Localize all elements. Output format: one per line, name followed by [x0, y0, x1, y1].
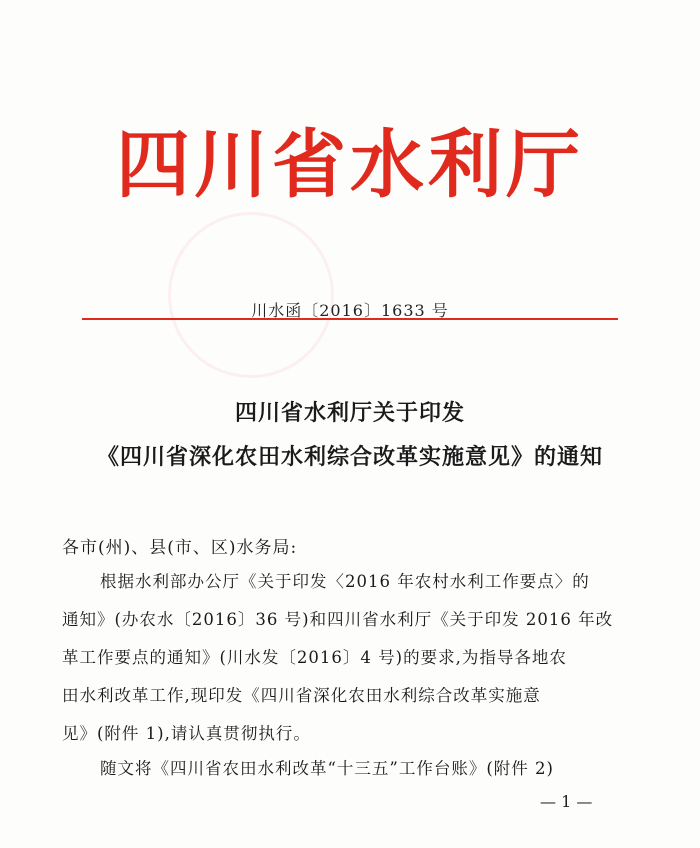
paragraph-line: 田水利改革工作,现印发《四川省深化农田水利综合改革实施意	[62, 686, 541, 705]
paragraph-line: 通知》(办农水〔2016〕36 号)和四川省水利厅《关于印发 2016 年改	[62, 610, 614, 629]
salutation: 各市(州)、县(市、区)水务局:	[62, 538, 298, 558]
document-title-line-1: 四川省水利厅关于印发	[234, 401, 465, 426]
page-number: — 1 —	[540, 792, 593, 811]
paragraph-line: 见》(附件 1),请认真贯彻执行。	[62, 724, 311, 743]
org-masthead: 四川省水利厅	[116, 122, 584, 208]
paragraph-line: 随文将《四川省农田水利改革“十三五”工作台账》(附件 2)	[100, 759, 554, 778]
paragraph-line: 根据水利部办公厅《关于印发〈2016 年农村水利工作要点〉的	[100, 572, 590, 591]
document-number: 川水函〔2016〕1633 号	[251, 301, 449, 320]
body-paragraph-1	[62, 563, 642, 753]
body-paragraph-2	[62, 750, 642, 788]
document-title-line-2: 《四川省深化农田水利综合改革实施意见》的通知	[96, 445, 603, 470]
paragraph-line: 革工作要点的通知》(川水发〔2016〕4 号)的要求,为指导各地农	[62, 648, 567, 667]
faint-seal-mark	[168, 212, 334, 378]
red-separator-line	[82, 318, 618, 320]
